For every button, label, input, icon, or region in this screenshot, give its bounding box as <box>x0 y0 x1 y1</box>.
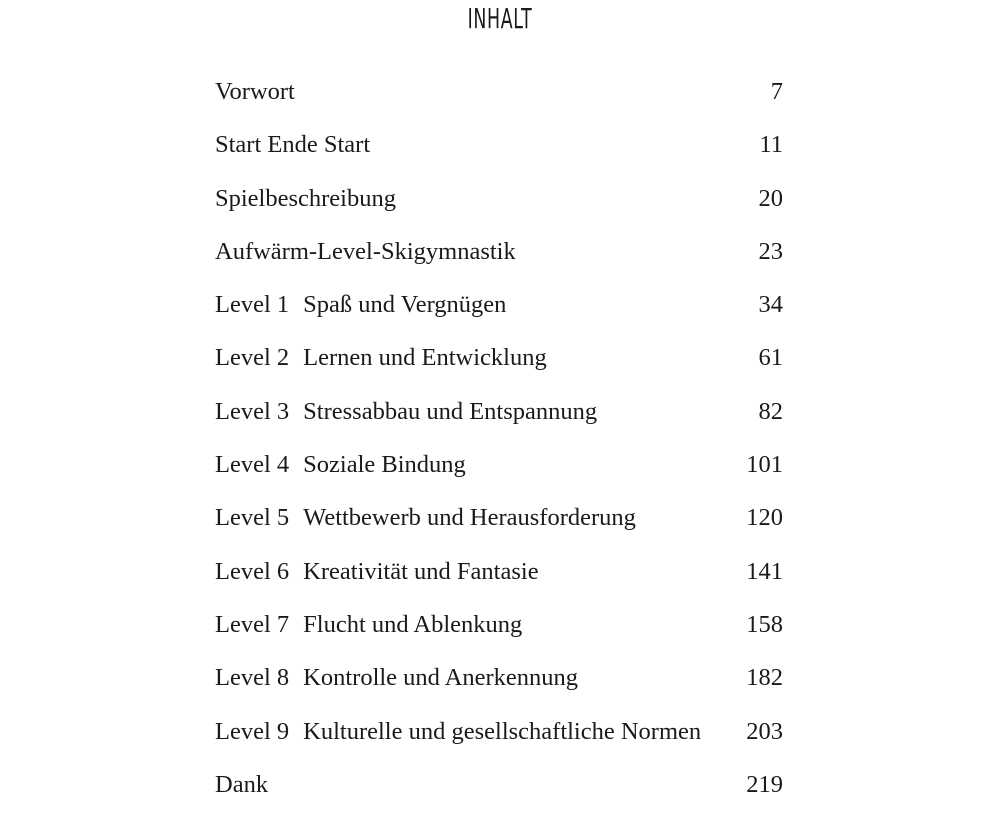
toc-entry-title: Flucht und Ablenkung <box>303 610 523 638</box>
page-title: INHALT <box>467 2 533 35</box>
toc-entry-page: 158 <box>746 610 783 638</box>
toc-entry-text <box>215 233 743 271</box>
toc-entry[interactable] <box>215 713 783 766</box>
toc-entry-page: 61 <box>758 344 783 372</box>
toc-entry-text <box>215 126 743 164</box>
toc-entry-title: Start Ende Start <box>215 131 371 159</box>
toc-entry-page: 101 <box>746 451 783 479</box>
toc-entry-page: 182 <box>746 664 783 692</box>
toc-entry-title: Spaß und Vergnügen <box>303 291 507 319</box>
toc-entry[interactable] <box>215 233 783 286</box>
toc-entry-text <box>215 606 743 644</box>
toc-entry-title: Kreativität und Fantasie <box>303 557 539 585</box>
toc-entry[interactable] <box>215 339 783 392</box>
toc-entry-level: Level 8 <box>215 664 290 692</box>
toc-entry[interactable] <box>215 286 783 339</box>
toc-entry-text <box>215 553 743 591</box>
toc-entry-text <box>215 180 743 218</box>
toc-entry[interactable] <box>215 766 783 819</box>
toc-entry[interactable] <box>215 499 783 552</box>
toc-entry-title: Stressabbau und Entspannung <box>303 397 598 425</box>
toc-entry-level: Level 4 <box>215 451 290 479</box>
toc-entry-text <box>215 393 743 431</box>
toc-entry[interactable] <box>215 180 783 233</box>
toc-entry-title: Kulturelle und gesellschaftliche Normen <box>303 717 702 745</box>
toc-entry[interactable] <box>215 659 783 712</box>
toc-entry-page: 23 <box>758 237 783 265</box>
toc-entry-page: 82 <box>758 397 783 425</box>
toc-entry-title: Lernen und Entwicklung <box>303 344 547 372</box>
toc-entry-level: Level 3 <box>215 397 290 425</box>
toc-entry[interactable] <box>215 73 783 126</box>
toc-entry[interactable] <box>215 553 783 606</box>
toc-entry-text <box>215 499 743 537</box>
toc-entry-title: Wettbewerb und Herausforderung <box>303 504 636 532</box>
toc-entry-title: Spielbeschreibung <box>215 184 396 212</box>
toc-entry-text <box>215 713 743 751</box>
toc-entry-text <box>215 659 743 697</box>
toc-entry-text <box>215 339 743 377</box>
toc-entry-page: 34 <box>758 291 783 319</box>
toc-entry-level: Level 9 <box>215 717 290 745</box>
toc-entry-title: Aufwärm-Level-Skigymnastik <box>215 237 516 265</box>
toc-entry-page: 120 <box>746 504 783 532</box>
toc-entry-page: 219 <box>746 770 783 798</box>
toc-entry-title: Dank <box>215 770 269 798</box>
toc-entry-title: Vorwort <box>215 78 295 105</box>
toc-entry[interactable] <box>215 446 783 499</box>
toc-entry-title: Soziale Bindung <box>303 451 466 479</box>
toc-entry-level: Level 1 <box>215 291 290 319</box>
toc-entry-text <box>215 446 743 484</box>
toc-entry[interactable] <box>215 126 783 179</box>
toc-entry-page: 203 <box>746 717 783 745</box>
toc-entry-level: Level 7 <box>215 610 290 638</box>
toc-entry-text <box>215 286 743 324</box>
toc-entry[interactable] <box>215 606 783 659</box>
toc-entry-page: 20 <box>758 184 783 212</box>
toc-entry[interactable] <box>215 393 783 446</box>
table-of-contents <box>215 73 783 819</box>
toc-entry-page: 141 <box>746 557 783 585</box>
toc-entry-page: 7 <box>770 78 783 105</box>
toc-entry-title: Kontrolle und Anerkennung <box>303 664 579 692</box>
toc-entry-level: Level 6 <box>215 557 290 585</box>
toc-entry-text <box>215 766 743 804</box>
toc-entry-page: 11 <box>759 131 783 159</box>
toc-entry-level: Level 2 <box>215 344 290 372</box>
toc-entry-level: Level 5 <box>215 504 290 532</box>
toc-entry-text <box>215 73 743 111</box>
